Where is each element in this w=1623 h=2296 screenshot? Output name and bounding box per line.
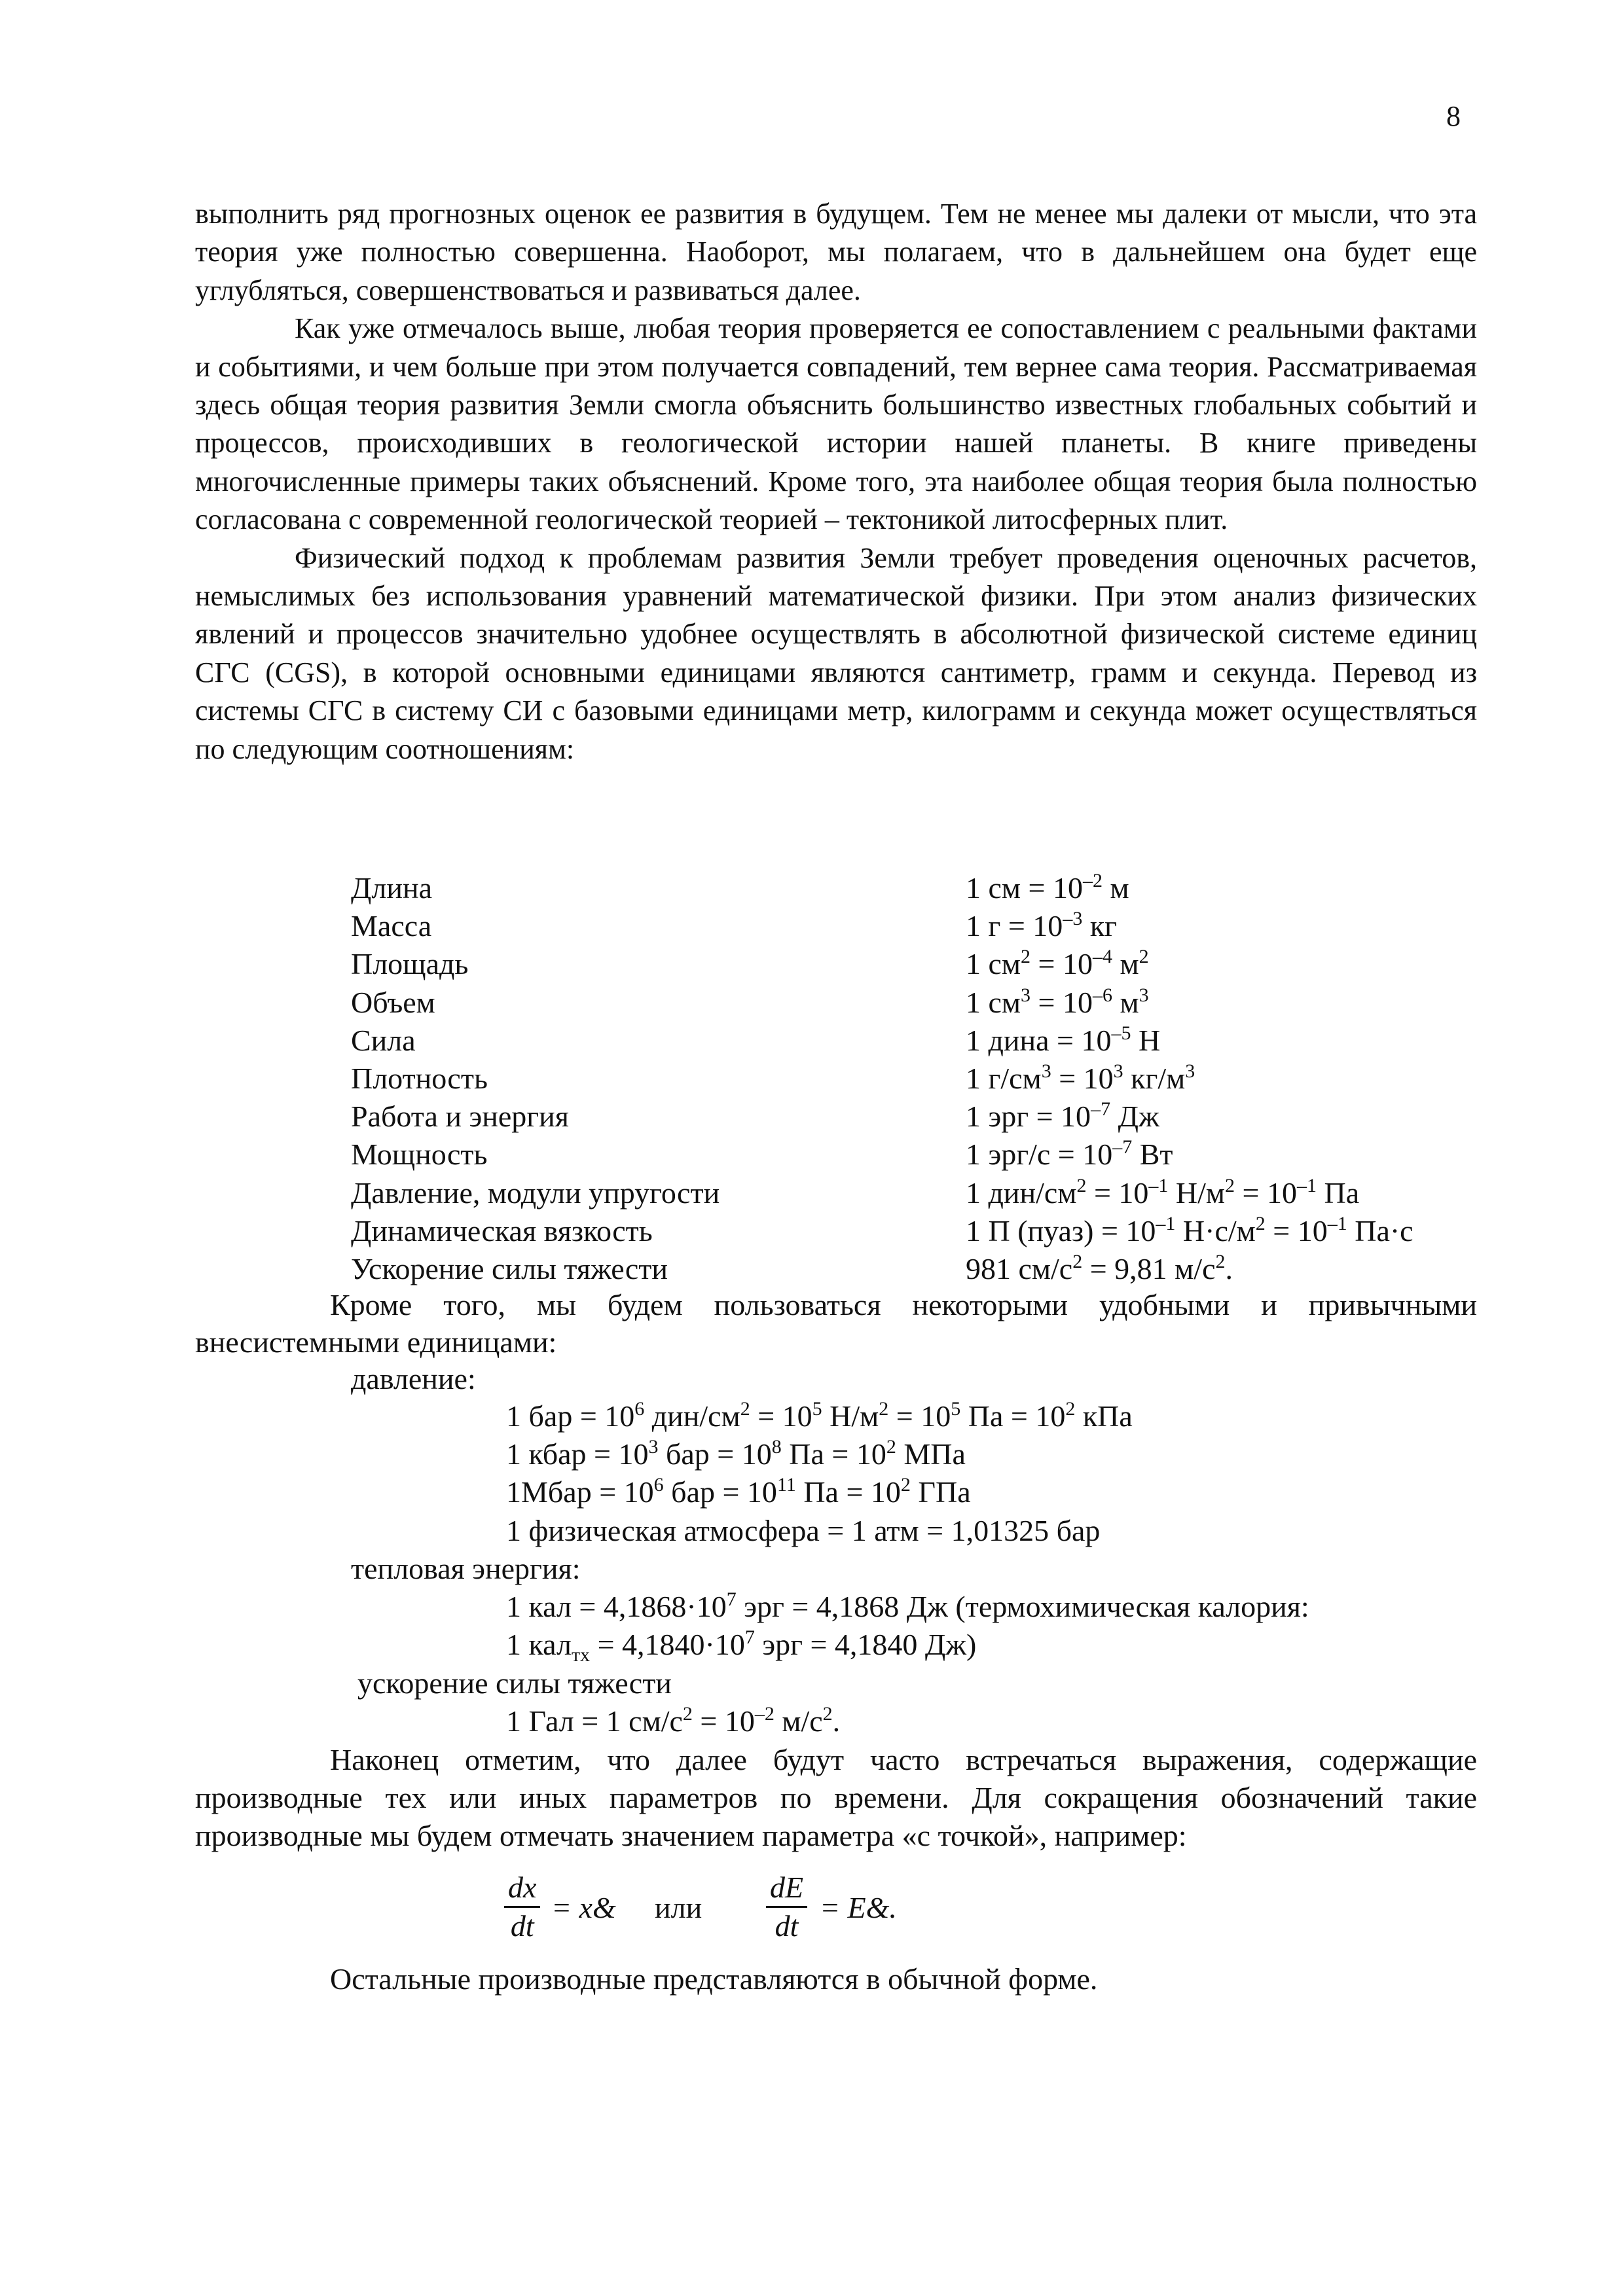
fraction-dE-dt: $\frac{dE}{dt}$ — [766, 1871, 807, 1945]
derivative-intro: Наконец отметим, что далее будут часто встречаться выражения, содержащие производные тех или иных параметров по времени. Для сокращения обозначений такие производные мы будем отмечать значением параметра «с точкой», например: — [195, 1743, 1477, 1852]
pressure-line-2: 1 кбар = $10^3$ бар = $10^8$ Па = $10^2$ МПа — [506, 1436, 966, 1471]
equals-x-dot: = x& — [551, 1891, 616, 1924]
heat-line-1: 1 кал = $4,1868\cdot 10^7$ эрг = 4,1868 Дж (термохимическая калория: — [506, 1588, 1309, 1623]
extra-units-intro: Кроме того, мы будем пользоваться некоторыми удобными и привычными внесистемными единицами: — [195, 1288, 1477, 1359]
unit-row-viscosity — [195, 1212, 1477, 1250]
unit-conversion: 1 $см^2 = 10^{-4}$ $м^2$ — [966, 946, 1149, 981]
unit-name: Сила — [351, 1023, 416, 1057]
unit-row-mass — [195, 907, 1477, 945]
unit-conversion: 1 $г/см^3 = 10^3$ $кг/м^3$ — [966, 1060, 1195, 1095]
heat-label: тепловая энергия: — [351, 1552, 581, 1585]
paragraph-3: Физический подход к проблемам развития Земли требует проведения оценочных расчетов, немыслимых без использования уравнений математической физики. При этом анализ физических явлений и процессов значительно удобнее осуществлять в абсолютной физической системе единиц СГС (CGS), в которой основными единицами являются сантиметр, грамм и секунда. Перевод из системы СГС в систему СИ с базовыми единицами метр, килограмм и секунда может осуществляться по следующим соотношениям: — [195, 541, 1477, 765]
unit-conversion: 1 см = $10^{-2}$ м — [966, 870, 1129, 905]
pressure-line-1: 1 бар = $10^6$ дин/$см^2 = 10^5$ $Н/м^2 = 10^5$ Па = $10^2$ кПа — [506, 1398, 1133, 1433]
body-text-top — [195, 195, 1477, 768]
unit-conversion: 1 эрг = $10^{-7}$ Дж — [966, 1098, 1159, 1134]
unit-conversion: 1 $г = 10^{-3}$ кг — [966, 908, 1118, 943]
unit-name: Плотность — [351, 1061, 488, 1095]
unit-conversion: 1 П (пуаз) = $10^{-1}$ $Н\cdot с/м^2 = 10^{-1}$ Па·с — [966, 1212, 1413, 1247]
unit-conversion-table — [195, 869, 1477, 1288]
pressure-line-3: 1Мбар = $10^6$ бар = $10^{11}$ Па = $10^2$ ГПа — [506, 1474, 971, 1509]
fraction-dx-dt: $\frac{dx}{dt}$ — [504, 1871, 540, 1945]
pressure-line-4: 1 физическая атмосфера = 1 атм = 1,01325 бар — [506, 1514, 1101, 1547]
unit-name: Работа и энергия — [351, 1100, 569, 1134]
unit-row-length — [195, 869, 1477, 907]
unit-name: Давление, модули упругости — [351, 1175, 720, 1210]
pressure-label: давление: — [351, 1362, 476, 1395]
unit-conversion: 981 $см/с^2 = 9,81$ $м/с^2$. — [966, 1250, 1233, 1285]
unit-row-pressure — [195, 1174, 1477, 1212]
unit-conversion: 1 $эрг/с = 10^{-7}$ Вт — [966, 1136, 1173, 1172]
gravity-label: ускорение силы тяжести — [357, 1666, 672, 1700]
paragraph-1: выполнить ряд прогнозных оценок ее развития в будущем. Тем не менее мы далеки от мысли, что эта теория уже полностью совершенна. Наоборот, мы полагаем, что в дальнейшем она будет еще углубляться, совершенствоваться и развиваться далее. — [195, 198, 1477, 306]
unit-conversion: 1 дина = $10^{-5}$ Н — [966, 1022, 1161, 1057]
derivative-example — [498, 1871, 1152, 1956]
unit-name: Ускорение силы тяжести — [351, 1251, 668, 1285]
unit-row-density — [195, 1060, 1477, 1098]
unit-row-power — [195, 1136, 1477, 1174]
unit-row-area — [195, 945, 1477, 983]
unit-name: Объем — [351, 985, 435, 1019]
unit-name: Масса — [351, 909, 432, 943]
heat-line-2: 1 $кал_{тх} = 4,1840\cdot 10^7$ эрг = 4,1840 Дж) — [506, 1626, 977, 1666]
unit-name: Мощность — [351, 1138, 488, 1172]
page-number: 8 — [1446, 100, 1461, 132]
unit-name: Длина — [351, 871, 432, 905]
unit-name: Динамическая вязкость — [351, 1213, 653, 1247]
equals-E-dot: = E&. — [820, 1891, 897, 1924]
gravity-line-1: 1 Гал = 1 $см/с^2 = 10^{-2}$ $м/с^2$. — [506, 1703, 841, 1738]
unit-row-work-energy — [195, 1098, 1477, 1136]
paragraph-2: Как уже отмечалось выше, любая теория проверяется ее сопоставлением с реальными фактами и событиями, и чем больше при этом получается совпадений, тем вернее сама теория. Рассматриваемая здесь общая теория развития Земли смогла объяснить большинство известных глобальных событий и процессов, происходивших в геологической истории нашей планеты. В книге приведены многочисленные примеры таких объяснений. Кроме того, эта наиболее общая теория была полностью согласована с современной геологической теорией – тектоникой литосферных плит. — [195, 312, 1477, 536]
closing-sentence: Остальные производные представляются в обычной форме. — [330, 1962, 1098, 1996]
unit-row-volume — [195, 984, 1477, 1022]
unit-conversion: 1 дин/$см^2 = 10^{-1}$ $Н/м^2 = 10^{-1}$ Па — [966, 1174, 1360, 1210]
unit-name: Площадь — [351, 947, 469, 981]
unit-row-gravity — [195, 1250, 1477, 1288]
unit-row-force — [195, 1022, 1477, 1060]
unit-conversion: 1 $см^3 = 10^{-6}$ $м^3$ — [966, 984, 1149, 1019]
or-word: или — [655, 1891, 702, 1924]
